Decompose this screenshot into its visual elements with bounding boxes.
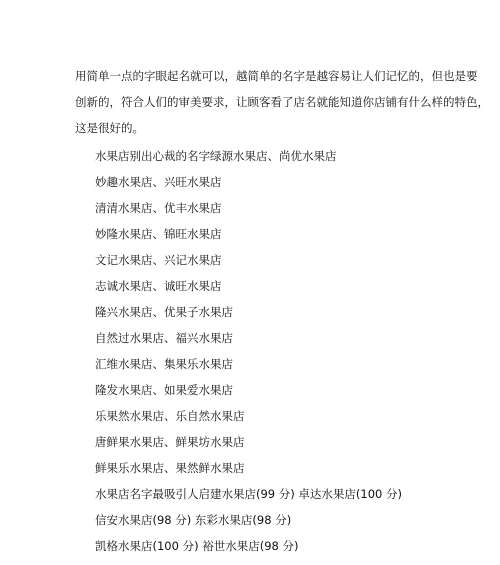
list-item: 信安水果店(98 分) 东彩水果店(98 分) [95,513,292,527]
list-item: 妙趣水果店、兴旺水果店 [95,175,222,189]
list-item: 隆兴水果店、优果子水果店 [95,305,233,319]
list-item: 汇维水果店、集果乐水果店 [95,357,233,371]
list-item: 隆发水果店、如果爱水果店 [95,383,233,397]
list-item: 志诚水果店、诚旺水果店 [95,279,222,293]
list-item: 水果店名字最吸引人启建水果店(99 分) 卓达水果店(100 分) [95,487,402,501]
list-item: 唐鲜果水果店、鲜果坊水果店 [95,435,245,449]
intro-line: 用简单一点的字眼起名就可以，越简单的名字是越容易让人们记忆的，但也是要 [75,69,478,83]
intro-paragraph [75,63,489,141]
list-item: 乐果然水果店、乐自然水果店 [95,409,245,423]
intro-line: 创新的，符合人们的审美要求，让顾客看了店名就能知道你店铺有什么样的特色， [75,95,489,109]
intro-line: 这是很好的。 [75,121,144,135]
list-item: 文记水果店、兴记水果店 [95,253,222,267]
list-item: 水果店别出心裁的名字绿源水果店、尚优水果店 [95,149,337,163]
list-item: 清清水果店、优丰水果店 [95,201,222,215]
list-item: 妙隆水果店、锦旺水果店 [95,227,222,241]
list-item: 自然过水果店、福兴水果店 [95,331,233,345]
list-item: 鲜果乐水果店、果然鲜水果店 [95,461,245,475]
shop-name-list [95,143,435,559]
list-item: 凯格水果店(100 分) 裕世水果店(98 分) [95,539,299,553]
